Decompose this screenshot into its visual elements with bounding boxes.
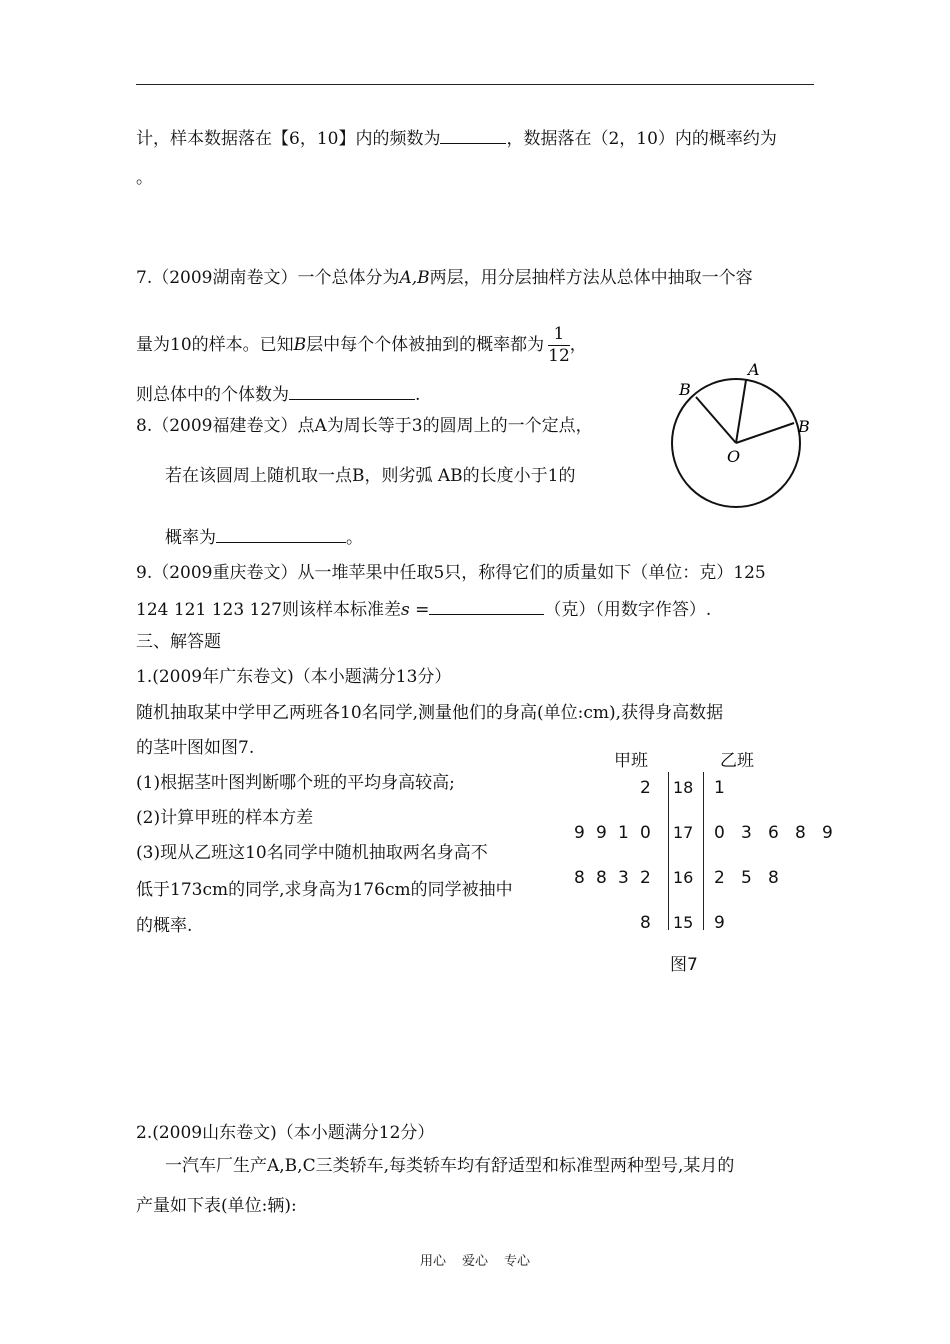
answer-blank-1[interactable] — [440, 129, 506, 144]
p1-line-8: 的概率. — [136, 916, 193, 936]
line-1 — [136, 129, 777, 148]
right-leaf: 6 — [768, 823, 779, 843]
section-heading: 三、解答题 — [136, 632, 221, 652]
q7-line-2 — [136, 325, 587, 366]
footer-word-3: 专心 — [504, 1254, 531, 1269]
answer-blank-q8[interactable] — [216, 528, 346, 543]
left-leaf: 2 — [640, 778, 651, 798]
stem-value: 16 — [673, 868, 694, 887]
q7-text-c: 量为10的样本。已知 — [136, 335, 294, 356]
p1-line-1: 1.(2009年广东卷文)（本小题满分13分） — [136, 667, 452, 687]
p1-line-7: 低于173cm的同学,求身高为176cm的同学被抽中 — [136, 880, 513, 900]
answer-blank-q9[interactable] — [429, 600, 544, 615]
left-leaf: 2 — [640, 868, 651, 888]
right-leaf: 0 — [714, 823, 725, 843]
left-leaf: 8 — [574, 868, 585, 888]
fraction-denominator: 12 — [548, 345, 570, 366]
q8-text-c: 概率为 — [165, 528, 216, 548]
q7-b-italic: B — [293, 335, 307, 356]
radius-to-a — [736, 380, 746, 443]
q7-line-3 — [136, 385, 420, 404]
line-1-text-a: 计，样本数据落在【6，10】内的频数为 — [136, 129, 441, 149]
q7-dot: . — [415, 385, 421, 405]
q9-line-1: 9.（2009重庆卷文）从一堆苹果中任取5只，称得它们的质量如下（单位：克）125 — [136, 563, 766, 583]
page-footer — [0, 1250, 950, 1269]
stem-value: 17 — [673, 823, 694, 842]
label-b-right: B — [798, 417, 810, 436]
p2-line-3: 产量如下表(单位:辆): — [136, 1196, 297, 1216]
q8-line-2: 若在该圆周上随机取一点B，则劣弧 AB的长度小于1的 — [165, 466, 576, 486]
p1-line-6: (3)现从乙班这10名同学中随机抽取两名身高不 — [136, 843, 488, 863]
stem-divider-right — [703, 772, 704, 930]
q7-text-a: 7.（2009湖南卷文）一个总体分为 — [136, 268, 400, 288]
p1-line-2: 随机抽取某中学甲乙两班各10名同学,测量他们的身高(单位:cm),获得身高数据 — [136, 703, 724, 723]
left-leaf: 0 — [640, 823, 651, 843]
q9-text-b: 124 121 123 127则该样本标准差 — [136, 600, 402, 620]
p2-line-1: 2.(2009山东卷文)（本小题满分12分） — [136, 1123, 435, 1143]
footer-word-2: 爱心 — [461, 1254, 488, 1269]
q7-text-d: 层中每个个体被抽到的概率都为 — [306, 335, 545, 356]
q9-line-2 — [136, 600, 711, 619]
stem-leaf-plot — [570, 740, 850, 980]
p1-line-4: (1)根据茎叶图判断哪个班的平均身高较高; — [136, 773, 455, 793]
right-leaf: 2 — [714, 868, 725, 888]
fraction-1-12 — [548, 325, 570, 366]
q7-text-e: 则总体中的个体数为 — [136, 385, 289, 405]
right-leaf: 5 — [741, 868, 752, 888]
left-leaf: 8 — [596, 868, 607, 888]
right-leaf: 8 — [768, 868, 779, 888]
q9-text-c: （克）（用数字作答）. — [544, 600, 712, 620]
left-leaf: 9 — [596, 823, 607, 843]
q7-line-1 — [136, 270, 753, 287]
p1-line-5: (2)计算甲班的样本方差 — [136, 808, 314, 828]
radius-to-b-right — [736, 423, 794, 443]
header-rule — [136, 84, 814, 85]
fraction-numerator: 1 — [553, 324, 565, 344]
label-o: O — [727, 447, 741, 466]
right-leaf: 1 — [714, 778, 725, 798]
right-class-title: 乙班 — [720, 751, 754, 771]
answer-blank-q7[interactable] — [289, 385, 415, 400]
q7-text-b: 两层，用分层抽样方法从总体中抽取一个容 — [429, 268, 753, 288]
right-leaf: 9 — [822, 823, 833, 843]
right-leaf: 9 — [714, 913, 725, 933]
left-leaf: 1 — [618, 823, 629, 843]
line-1-text-b: ，数据落在（2，10）内的概率约为 — [506, 129, 777, 149]
q8-line-3 — [165, 528, 363, 547]
label-a: A — [748, 360, 760, 379]
line-2: 。 — [136, 168, 153, 188]
left-class-title: 甲班 — [614, 751, 648, 771]
left-leaf: 3 — [618, 868, 629, 888]
p2-line-2: 一汽车厂生产A,B,C三类轿车,每类轿车均有舒适型和标准型两种型号,某月的 — [165, 1156, 735, 1176]
figure-caption: 图7 — [670, 955, 698, 975]
q8-end: 。 — [346, 528, 363, 548]
left-leaf: 9 — [574, 823, 585, 843]
left-leaf: 8 — [640, 913, 651, 933]
stem-divider-left — [668, 772, 669, 930]
circle-diagram — [660, 355, 830, 515]
stem-value: 18 — [673, 778, 694, 797]
right-leaf: 3 — [741, 823, 752, 843]
footer-word-1: 用心 — [419, 1254, 446, 1269]
label-b-left: B — [679, 380, 691, 399]
radius-to-b-left — [696, 397, 736, 443]
p1-line-3: 的茎叶图如图7. — [136, 738, 255, 758]
stem-value: 15 — [673, 913, 694, 932]
q9-s-symbol: s = — [401, 600, 430, 620]
q7-ab-italic: A,B — [399, 268, 430, 288]
q7-comma: ， — [569, 335, 587, 356]
q8-line-1: 8.（2009福建卷文）点A为周长等于3的圆周上的一个定点， — [136, 416, 593, 436]
right-leaf: 8 — [795, 823, 806, 843]
